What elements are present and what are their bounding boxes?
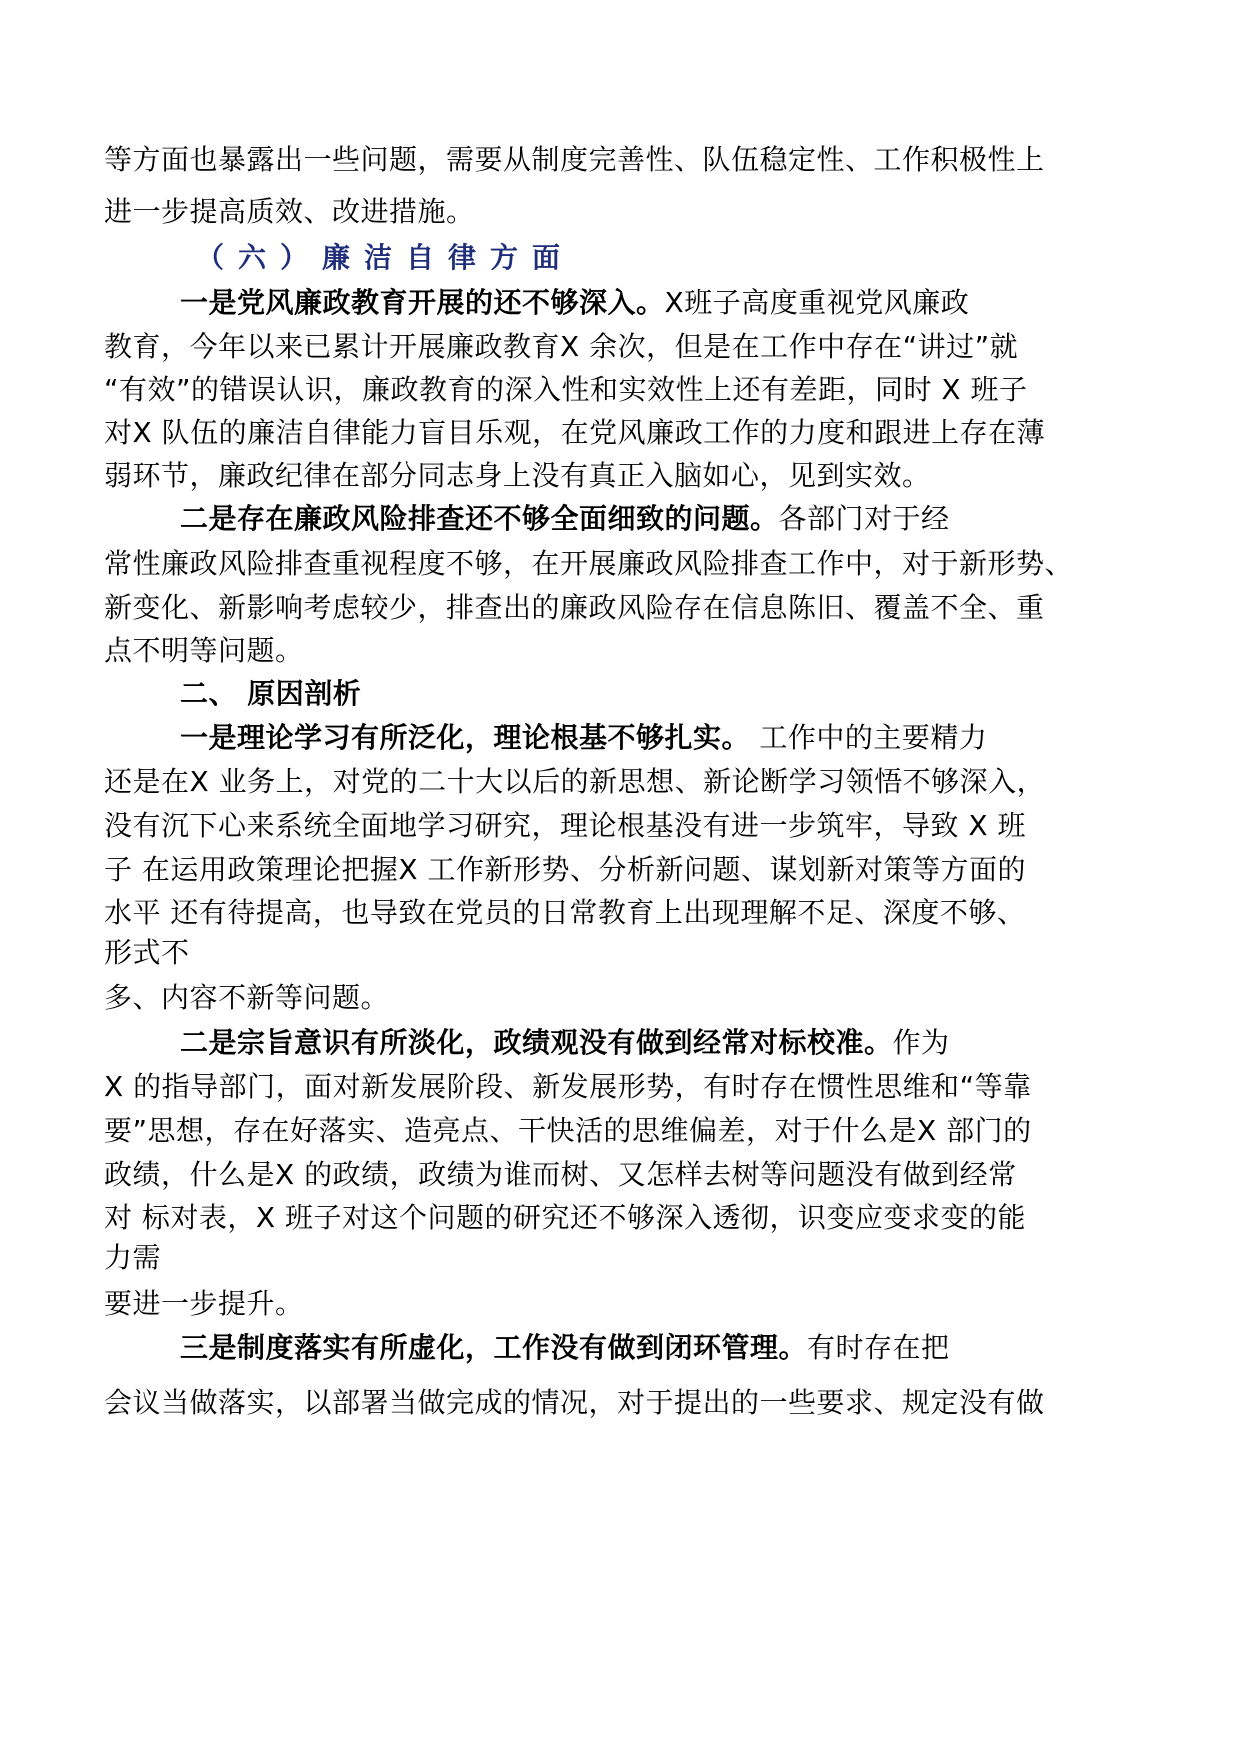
body-text-line: 常性廉政风险排查重视程度不够，在开展廉政风险排查工作中，对于新形势、: [104, 547, 1074, 580]
body-text-line: 等方面也暴露出一些问题，需要从制度完善性、队伍稳定性、工作积极性上: [104, 143, 1045, 176]
bold-lead: 一是理论学习有所泛化，理论根基不够扎实。: [180, 721, 751, 754]
paragraph-lead-line: [180, 718, 987, 758]
body-text-line: 力需: [104, 1241, 162, 1274]
bold-lead: 二是存在廉政风险排查还不够全面细致的问题。: [180, 502, 779, 535]
bold-lead: 二、 原因剖析: [180, 677, 362, 710]
body-text-line: 要进一步提升。: [104, 1287, 304, 1320]
body-text-line: 要”思想，存在好落实、造亮点、干快活的思维偏差，对于什么是X 部门的: [104, 1114, 1032, 1147]
body-text-line: 会议当做落实，以部署当做完成的情况，对于提出的一些要求、规定没有做: [104, 1386, 1045, 1419]
paragraph-lead-line: [180, 499, 950, 539]
lead-rest: 各部门对于经: [778, 502, 950, 535]
bold-lead: 二是宗旨意识有所淡化，政绩观没有做到经常对标校准。: [180, 1026, 893, 1059]
body-text-line: “有效”的错误认识，廉政教育的深入性和实效性上还有差距，同时 X 班子: [104, 373, 1028, 406]
lead-rest: X班子高度重视党风廉政: [664, 286, 970, 319]
section-heading-2: [180, 674, 361, 714]
body-text-line: 多、内容不新等问题。: [104, 981, 390, 1014]
body-text-line: 对 标对表，X 班子对这个问题的研究还不够深入透彻，识变应变求变的能: [104, 1201, 1026, 1234]
body-text-line: 没有沉下心来系统全面地学习研究，理论根基没有进一步筑牢，导致 X 班: [104, 809, 1026, 842]
paragraph-lead-line: [180, 1328, 950, 1368]
bold-lead: 三是制度落实有所虚化，工作没有做到闭环管理。: [180, 1331, 808, 1364]
lead-rest: 作为: [892, 1026, 950, 1059]
body-text-line: 形式不: [104, 936, 190, 969]
body-text-line: 弱环节，廉政纪律在部分同志身上没有真正入脑如心，见到实效。: [104, 459, 931, 492]
body-text-line: 教育，今年以来已累计开展廉政教育X 余次，但是在工作中存在“讲过”就: [104, 330, 1019, 363]
body-text-line: 水平 还有待提高，也导致在党员的日常教育上出现理解不足、深度不够、: [104, 896, 1026, 929]
section-heading: （六）廉洁自律方面: [196, 241, 575, 274]
body-text-line: 点不明等问题。: [104, 634, 304, 667]
body-text-line: 还是在X 业务上，对党的二十大以后的新思想、新论断学习领悟不够深入，: [104, 765, 1046, 798]
paragraph-lead-line: [180, 1023, 950, 1063]
body-text-line: 新变化、新影响考虑较少，排查出的廉政风险存在信息陈旧、覆盖不全、重: [104, 591, 1045, 624]
body-text-line: 政绩，什么是X 的政绩，政绩为谁而树、又怎样去树等问题没有做到经常: [104, 1158, 1017, 1191]
lead-rest: 有时存在把: [807, 1331, 950, 1364]
lead-rest: 工作中的主要精力: [750, 721, 988, 754]
bold-lead: 一是党风廉政教育开展的还不够深入。: [180, 286, 665, 319]
body-text-line: X 的指导部门，面对新发展阶段、新发展形势，有时存在惯性思维和“等靠: [104, 1070, 1032, 1103]
body-text-line: 子 在运用政策理论把握X 工作新形势、分析新问题、谋划新对策等方面的: [104, 853, 1026, 886]
body-text-line: 进一步提高质效、改进措施。: [104, 195, 475, 228]
body-text-line: 对X 队伍的廉洁自律能力盲目乐观，在党风廉政工作的力度和跟进上存在薄: [104, 416, 1046, 449]
paragraph-lead-line: [180, 283, 969, 323]
